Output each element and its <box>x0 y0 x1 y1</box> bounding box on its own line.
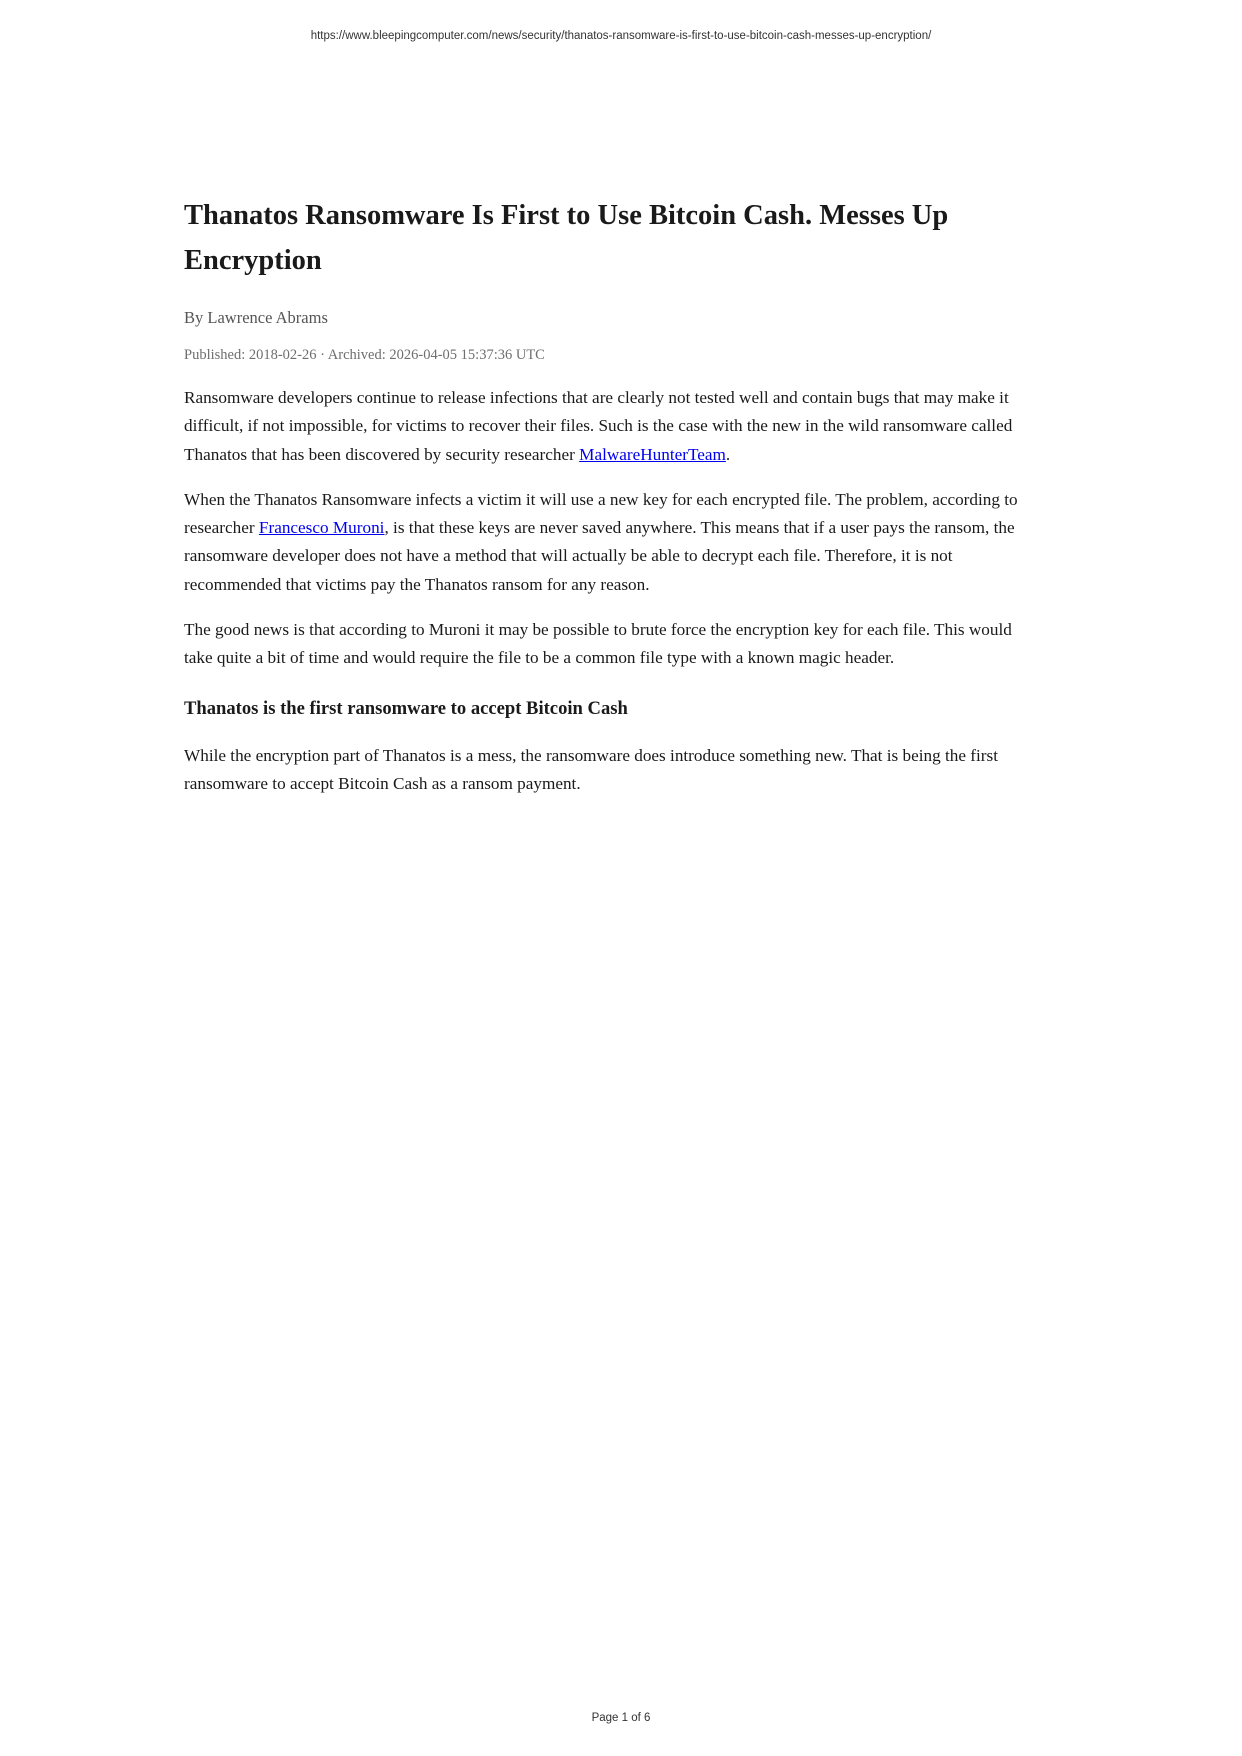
francesco-muroni-link[interactable]: Francesco Muroni <box>258 518 385 538</box>
article-dates: Published: 2018-02-26 · Archived: 2026-04-05 15:37:36 UTC <box>184 347 545 363</box>
paragraph-3: The good news is that according to Muroni it may be possible to brute force the encryption key for each file. This would take quite a bit of time and would require the file to be a common file type with a known magic header. <box>184 620 1012 668</box>
page-number: Page 1 of 6 <box>591 1712 651 1724</box>
paragraph-2-end: , is that these keys are never saved anywhere. This means that if a user pays the ransom, the ransomware developer does not have a method that will actually be able to decrypt each file. Therefore, it is not recommended that victims pay the Thanatos ransom for any reason. <box>184 518 1015 594</box>
paragraph-4: While the encryption part of Thanatos is a mess, the ransomware does introduce something new. That is being the first ransomware to accept Bitcoin Cash as a ransom payment. <box>184 745 998 793</box>
article <box>184 193 1044 798</box>
paragraph-1 <box>184 384 1044 469</box>
paragraph-2-text: When the Thanatos Ransomware infects a victim it will use a new key for each encrypted file. The problem, according to researcher <box>184 489 1018 538</box>
paragraph-1-text: Ransomware developers continue to release infections that are clearly not tested well and contain bugs that may make it difficult, if not impossible, for victims to recover their files. Such is the case with the new in the wild ransomware called Thanatos that has been discovered by security researcher <box>184 388 1013 464</box>
malwarehunterteam-link[interactable]: MalwareHunterTeam <box>579 444 726 464</box>
article-byline: By Lawrence Abrams <box>184 308 328 327</box>
section-heading: Thanatos is the first ransomware to accept Bitcoin Cash <box>184 697 628 719</box>
paragraph-2 <box>184 486 1044 599</box>
paragraph-1-end: . <box>725 444 731 464</box>
page-source-url: https://www.bleepingcomputer.com/news/security/thanatos-ransomware-is-first-to-use-bitcoin-cash-messes-up-encryption/ <box>310 30 932 42</box>
article-title: Thanatos Ransomware Is First to Use Bitcoin Cash. Messes Up Encryption <box>184 200 949 276</box>
